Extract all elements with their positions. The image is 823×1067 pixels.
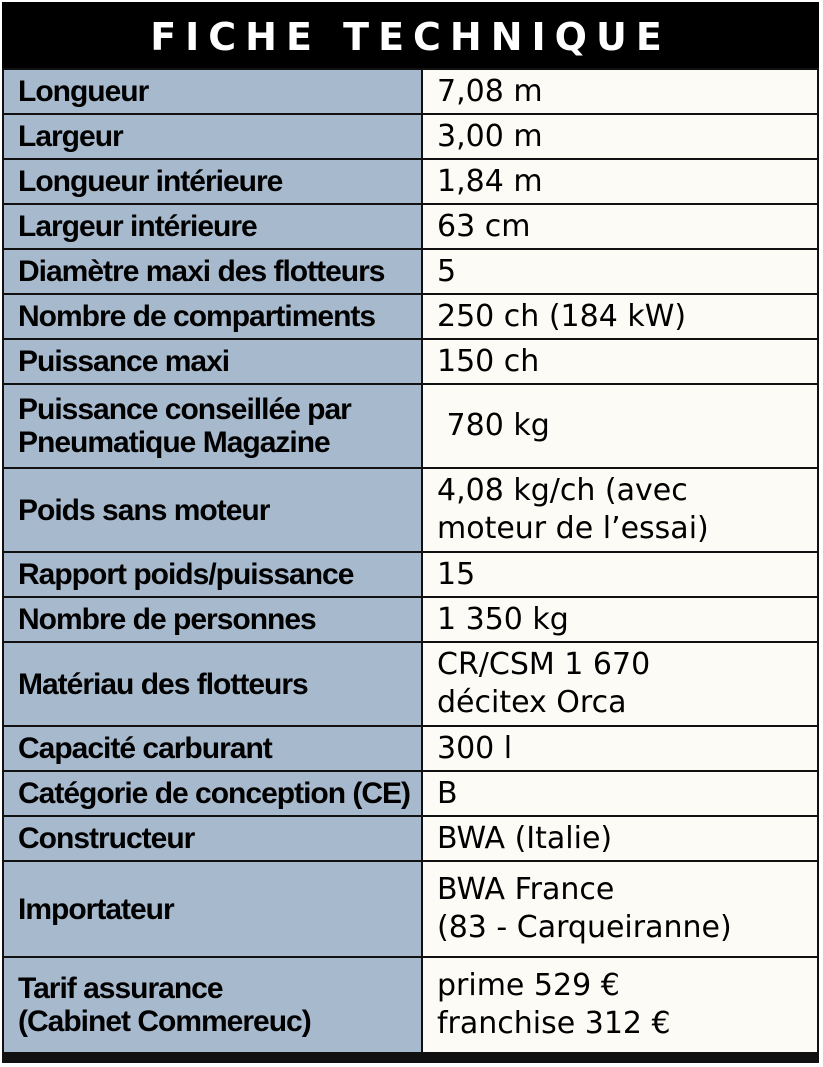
row-label: Nombre de compartiments bbox=[3, 294, 422, 339]
row-value: 15 bbox=[422, 552, 818, 597]
table-row bbox=[3, 249, 818, 294]
row-label: Longueur intérieure bbox=[3, 159, 422, 204]
table-row bbox=[3, 294, 818, 339]
row-value: 4,08 kg/ch (avec moteur de l’essai) bbox=[422, 468, 818, 552]
row-value: prime 529 € franchise 312 € bbox=[422, 957, 818, 1053]
row-value: BWA France (83 - Carqueiranne) bbox=[422, 861, 818, 957]
row-label: Longueur bbox=[3, 69, 422, 114]
row-value: 250 ch (184 kW) bbox=[422, 294, 818, 339]
table-row bbox=[3, 771, 818, 816]
table-row bbox=[3, 552, 818, 597]
row-value: 5 bbox=[422, 249, 818, 294]
row-value: 1 350 kg bbox=[422, 597, 818, 642]
table-row bbox=[3, 204, 818, 249]
spec-table bbox=[2, 68, 819, 1054]
table-row bbox=[3, 957, 818, 1053]
table-row bbox=[3, 816, 818, 861]
row-label: Matériau des flotteurs bbox=[3, 642, 422, 726]
row-value: 1,84 m bbox=[422, 159, 818, 204]
table-row bbox=[3, 339, 818, 384]
table-row bbox=[3, 726, 818, 771]
row-label: Rapport poids/puissance bbox=[3, 552, 422, 597]
row-label: Importateur bbox=[3, 861, 422, 957]
row-label: Largeur intérieure bbox=[3, 204, 422, 249]
table-row bbox=[3, 69, 818, 114]
row-label: Diamètre maxi des flotteurs bbox=[3, 249, 422, 294]
row-value: B bbox=[422, 771, 818, 816]
table-row bbox=[3, 861, 818, 957]
sheet-title: FICHE TECHNIQUE bbox=[2, 2, 819, 68]
table-row bbox=[3, 468, 818, 552]
table-row bbox=[3, 642, 818, 726]
row-label: Tarif assurance (Cabinet Commereuc) bbox=[3, 957, 422, 1053]
table-row bbox=[3, 159, 818, 204]
table-row bbox=[3, 114, 818, 159]
row-label: Nombre de personnes bbox=[3, 597, 422, 642]
row-label: Puissance conseillée par Pneumatique Magazine bbox=[3, 384, 422, 468]
row-label: Largeur bbox=[3, 114, 422, 159]
table-row bbox=[3, 597, 818, 642]
row-label: Capacité carburant bbox=[3, 726, 422, 771]
row-value: 7,08 m bbox=[422, 69, 818, 114]
row-label: Puissance maxi bbox=[3, 339, 422, 384]
table-row bbox=[3, 384, 818, 468]
row-value: CR/CSM 1 670 décitex Orca bbox=[422, 642, 818, 726]
row-label: Constructeur bbox=[3, 816, 422, 861]
row-value: 780 kg bbox=[422, 384, 818, 468]
row-label: Poids sans moteur bbox=[3, 468, 422, 552]
row-value: BWA (Italie) bbox=[422, 816, 818, 861]
row-value: 3,00 m bbox=[422, 114, 818, 159]
row-label: Catégorie de conception (CE) bbox=[3, 771, 422, 816]
row-value: 63 cm bbox=[422, 204, 818, 249]
spec-sheet bbox=[2, 2, 819, 1063]
row-value: 300 l bbox=[422, 726, 818, 771]
row-value: 150 ch bbox=[422, 339, 818, 384]
